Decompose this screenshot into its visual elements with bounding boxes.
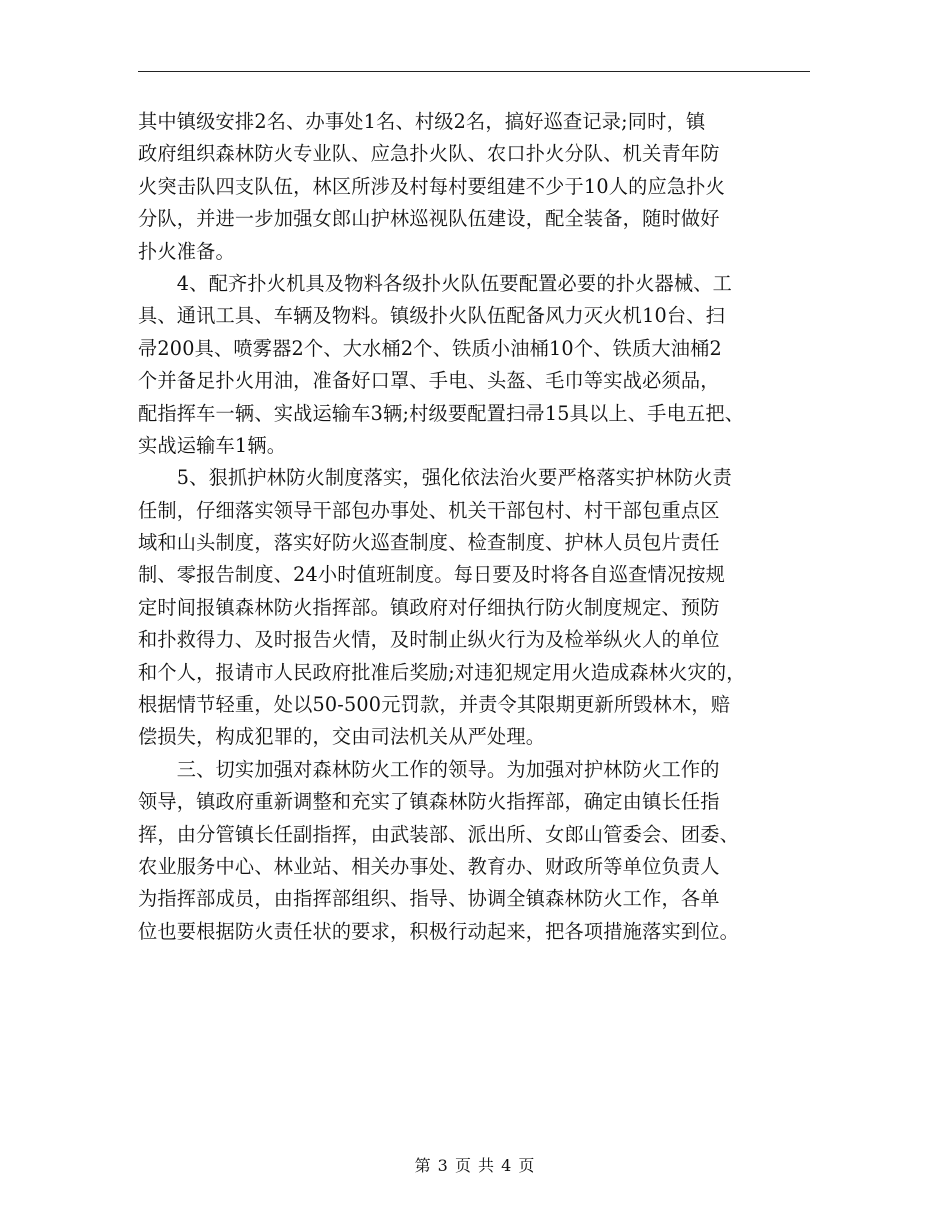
text-line: 其中镇级安排2名、办事处1名、村级2名，搞好巡查记录;同时，镇 <box>138 110 706 133</box>
text-line: 为指挥部成员，由指挥部组织、指导、协调全镇森林防火工作，各单 <box>138 887 720 911</box>
text-line: 制、零报告制度、24小时值班制度。每日要及时将各自巡查情况按规 <box>138 563 726 587</box>
text-line: 火突击队四支队伍，林区所涉及村每村要组建不少于10人的应急扑火 <box>138 174 726 198</box>
text-line: 域和山头制度，落实好防火巡查制度、检查制度、护林人员包片责任 <box>138 531 720 555</box>
text-line: 位也要根据防火责任状的要求，积极行动起来，把各项措施落实到位。 <box>138 919 740 943</box>
document-body <box>138 106 828 948</box>
text-line: 实战运输车1辆。 <box>138 433 287 457</box>
text-line: 配指挥车一辆、实战运输车3辆;村级要配置扫帚15具以上、手电五把、 <box>138 401 745 425</box>
text-line: 偿损失，构成犯罪的，交由司法机关从严处理。 <box>138 725 546 749</box>
text-line: 个并备足扑火用油，准备好口罩、手电、头盔、毛巾等实战必须品， <box>138 369 720 393</box>
text-line: 帚200具、喷雾器2个、大水桶2个、铁质小油桶10个、铁质大油桶2 <box>138 336 722 360</box>
text-line: 农业服务中心、林业站、相关办事处、教育办、财政所等单位负责人 <box>138 854 720 878</box>
text-line: 4、配齐扑火机具及物料各级扑火队伍要配置必要的扑火器械、工 <box>138 271 733 295</box>
text-line: 任制，仔细落实领导干部包办事处、机关干部包村、村干部包重点区 <box>138 498 720 522</box>
text-line: 分队，并进一步加强女郎山护林巡视队伍建设，配全装备，随时做好 <box>138 207 720 231</box>
text-line: 挥，由分管镇长任副指挥，由武装部、派出所、女郎山管委会、团委、 <box>138 822 740 846</box>
text-line: 扑火准备。 <box>138 239 235 263</box>
text-line: 领导，镇政府重新调整和充实了镇森林防火指挥部，确定由镇长任指 <box>138 790 720 814</box>
text-line: 具、通讯工具、车辆及物料。镇级扑火队伍配备风力灭火机10台、扫 <box>138 304 726 328</box>
header-rule <box>138 71 810 72</box>
text-line: 根据情节轻重，处以50-500元罚款，并责令其限期更新所毁林木，赔 <box>138 693 731 717</box>
text-line: 政府组织森林防火专业队、应急扑火队、农口扑火分队、机关青年防 <box>138 142 720 166</box>
text-line: 5、狠抓护林防火制度落实，强化依法治火要严格落实护林防火责 <box>138 466 733 490</box>
page-number: 第 3 页 共 4 页 <box>414 1156 536 1175</box>
text-line: 和个人，报请市人民政府批准后奖励;对违犯规定用火造成森林火灾的， <box>138 660 746 684</box>
text-line: 三、切实加强对森林防火工作的领导。为加强对护林防火工作的 <box>138 757 720 781</box>
text-line: 和扑救得力、及时报告火情，及时制止纵火行为及检举纵火人的单位 <box>138 628 720 652</box>
text-line: 定时间报镇森林防火指挥部。镇政府对仔细执行防火制度规定、预防 <box>138 595 720 619</box>
